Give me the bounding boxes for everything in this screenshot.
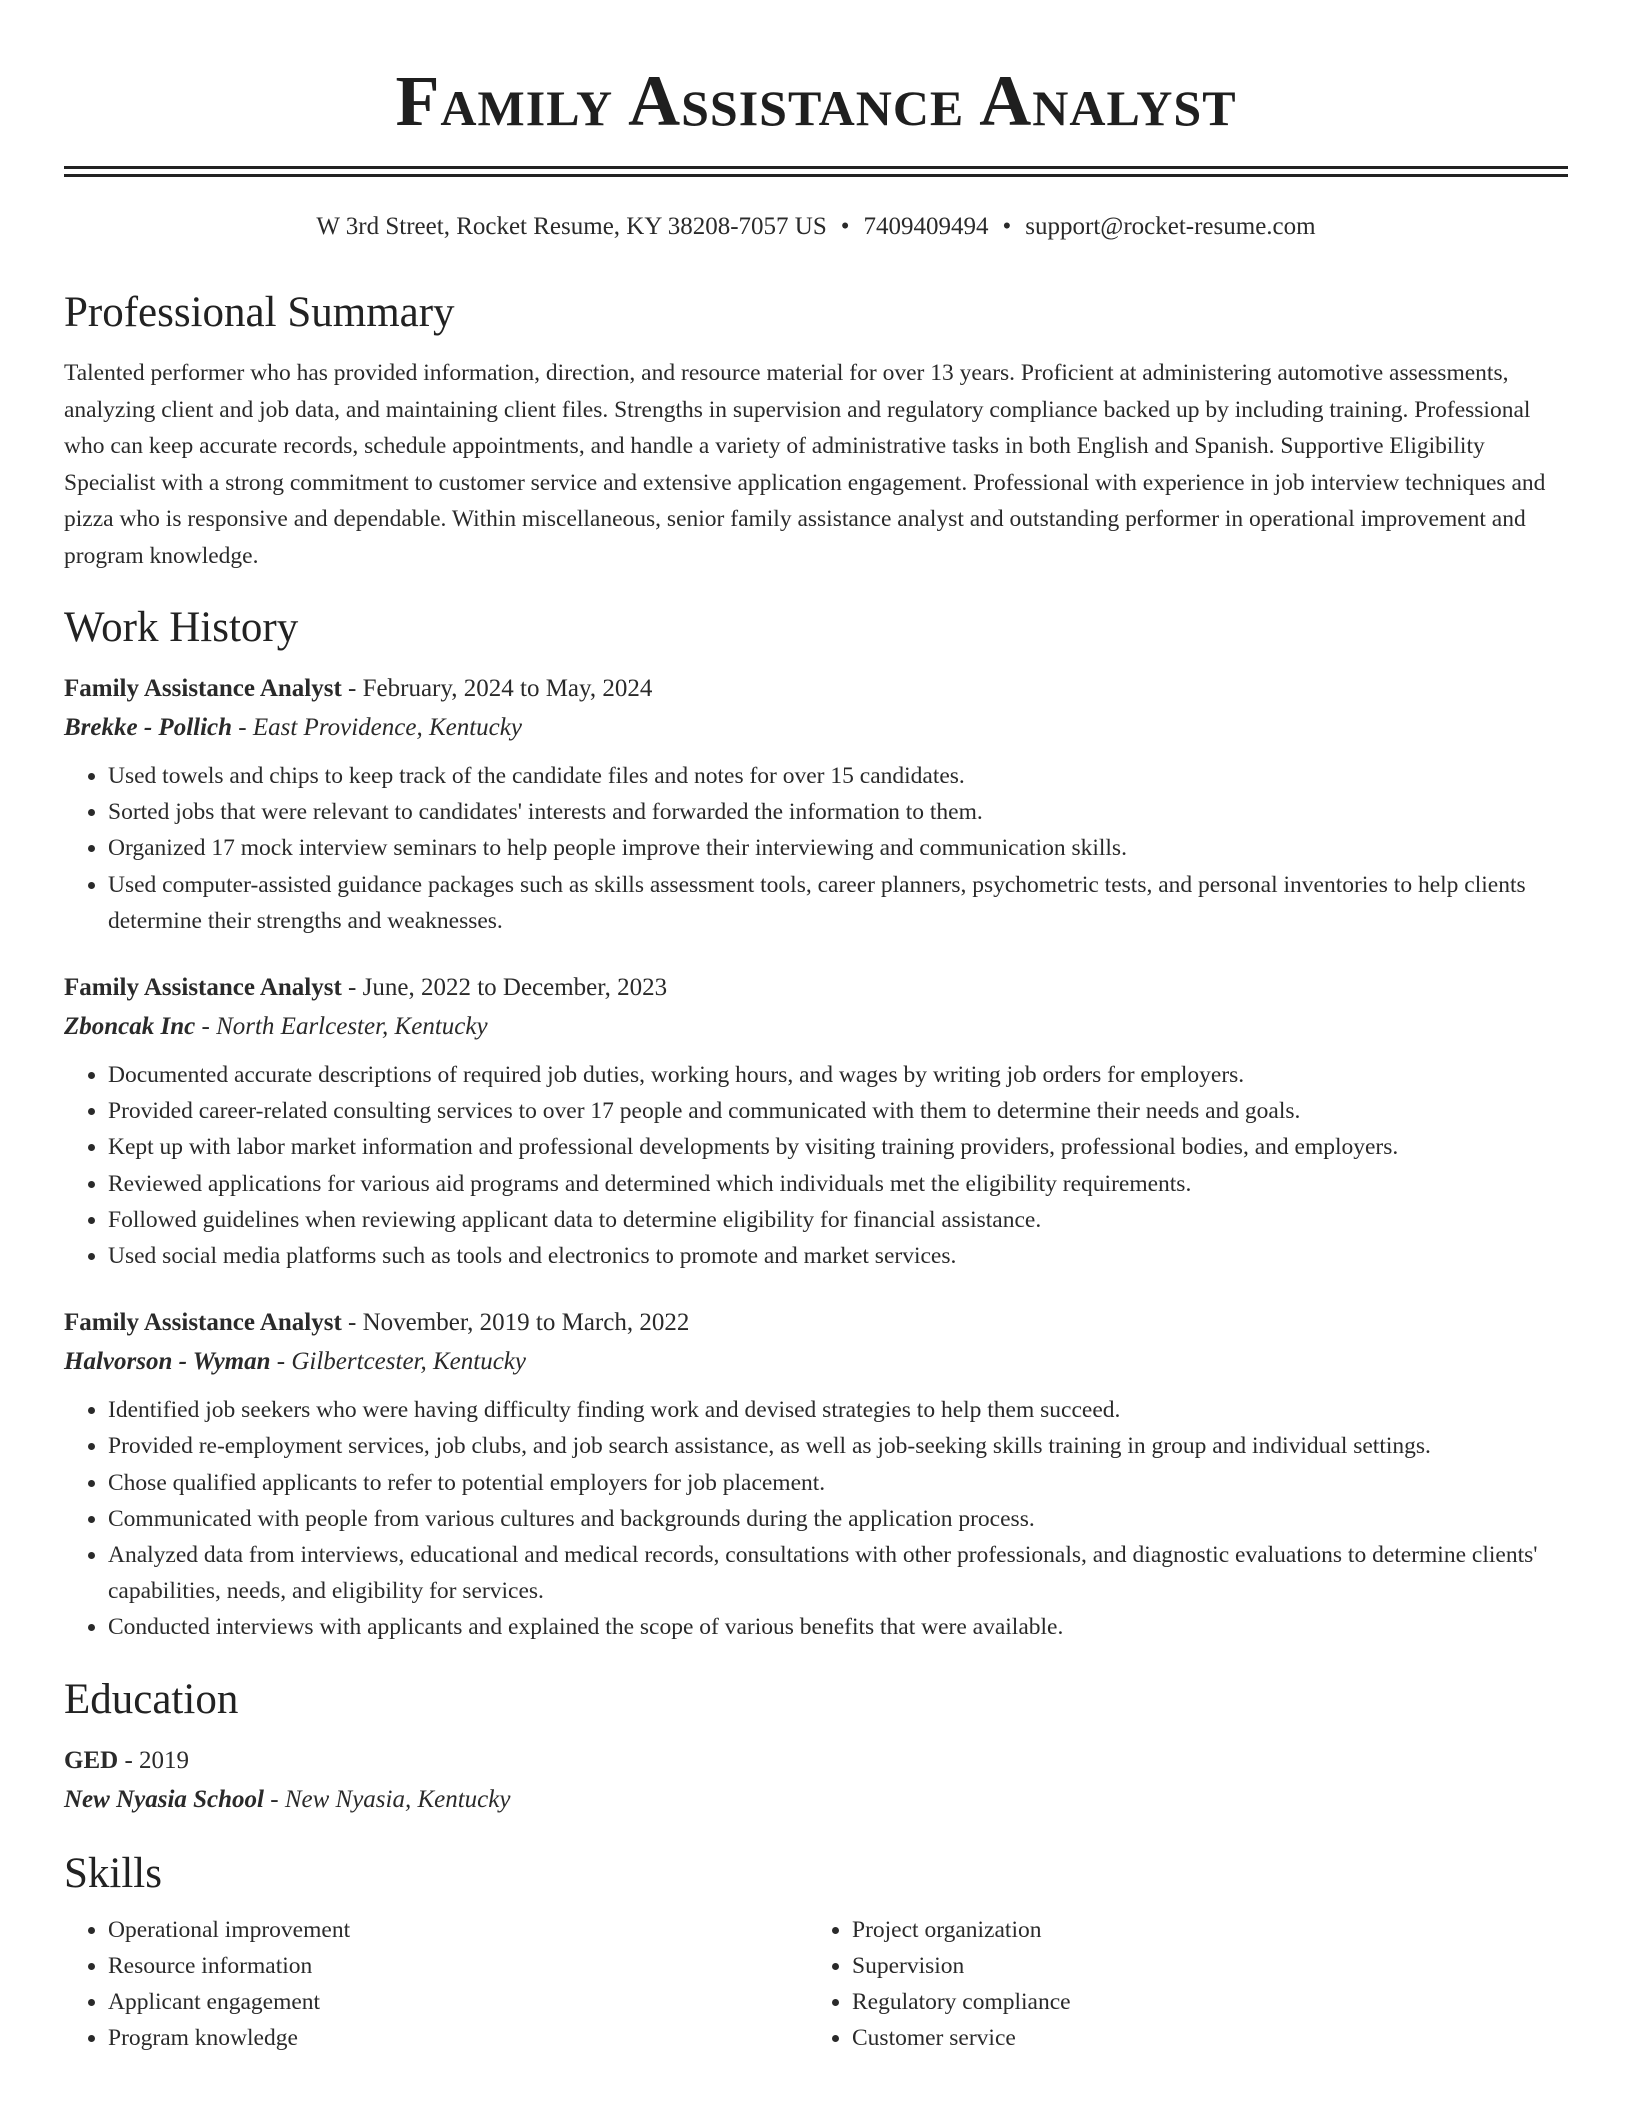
resume-title: Family Assistance Analyst (395, 61, 1237, 141)
job-company: Halvorson - Wyman (64, 1348, 271, 1376)
list-item: • Organized 17 mock interview seminars to help people improve their interviewing and communication skills. (108, 830, 1568, 866)
contact-separator: • (840, 213, 850, 240)
job-location: - North Earlcester, Kentucky (195, 1013, 488, 1041)
summary-text: Talented performer who has provided information, direction, and resource material for over 13 years. Proficient at administering automotive assessments, analyzing client and job data, and maintaining client files. Strengths in supervision and regulatory compliance backed up by including training. Professional who can keep accurate records, schedule appointments, and handle a variety of administrative tasks in both English and Spanish. Supportive Eligibility Specialist with a strong commitment to customer service and extensive application engagement. Professional with experience in job interview techniques and pizza who is responsive and dependable. Within miscellaneous, senior family assistance analyst and outstanding performer in operational improvement and program knowledge. (64, 360, 1546, 569)
job-entry (64, 969, 1568, 1274)
skills-left-column (64, 1912, 808, 2056)
skill-item: • Supervision (852, 1948, 1552, 1984)
skill-item: • Resource information (108, 1948, 808, 1984)
list-item: • Provided career-related consulting services to over 17 people and communicated with them to determine their needs and goals. (108, 1093, 1568, 1129)
contact-email[interactable]: support@rocket-resume.com (1025, 213, 1316, 240)
education-degree: GED (64, 1746, 119, 1774)
skill-item: • Customer service (852, 2020, 1552, 2056)
education-year: - 2019 (118, 1746, 190, 1774)
list-item: • Reviewed applications for various aid programs and determined which individuals met the eligibility requirements. (108, 1166, 1568, 1202)
skills-heading: Skills (64, 1849, 162, 1897)
contact-line (64, 211, 1568, 243)
list-item: • Followed guidelines when reviewing applicant data to determine eligibility for financial assistance. (108, 1202, 1568, 1238)
list-item: • Used towels and chips to keep track of the candidate files and notes for over 15 candidates. (108, 758, 1568, 794)
education-heading: Education (64, 1675, 239, 1723)
skill-item: • Applicant engagement (108, 1984, 808, 2020)
job-dates: - February, 2024 to May, 2024 (341, 675, 653, 702)
education-school-line (64, 1780, 1568, 1820)
job-entry (64, 670, 1568, 939)
list-item: • Chose qualified applicants to refer to potential employers for job placement. (108, 1465, 1568, 1501)
job-entry (64, 1304, 1568, 1645)
summary-heading: Professional Summary (64, 289, 455, 336)
job-title-line (64, 670, 1568, 708)
job-title-line (64, 969, 1568, 1007)
job-bullets (64, 1057, 1568, 1274)
work-history-heading: Work History (64, 604, 299, 651)
job-location: - Gilbertcester, Kentucky (270, 1348, 526, 1376)
skills-right-column (808, 1912, 1552, 2056)
job-role: Family Assistance Analyst (64, 1309, 342, 1337)
job-bullets (64, 1392, 1568, 1645)
job-role: Family Assistance Analyst (64, 675, 342, 702)
list-item: • Conducted interviews with applicants and explained the scope of various benefits that were available. (108, 1609, 1568, 1645)
education-degree-line (64, 1742, 1568, 1780)
job-company: Brekke - Pollich (64, 714, 233, 741)
job-dates: - June, 2022 to December, 2023 (341, 974, 668, 1002)
education-school: New Nyasia School (64, 1785, 264, 1813)
job-location: - East Providence, Kentucky (232, 714, 522, 741)
list-item: • Kept up with labor market information and professional developments by visiting training providers, professional bodies, and employers. (108, 1129, 1568, 1165)
job-bullets (64, 758, 1568, 939)
skill-item: • Operational improvement (108, 1912, 808, 1948)
list-item: • Used computer-assisted guidance packages such as skills assessment tools, career planners, psychometric tests, and personal inventories to help clients determine their strengths and weaknesses. (108, 867, 1568, 939)
job-role: Family Assistance Analyst (64, 974, 342, 1002)
job-dates: - November, 2019 to March, 2022 (341, 1309, 690, 1337)
education-location: - New Nyasia, Kentucky (264, 1785, 511, 1813)
contact-address: W 3rd Street, Rocket Resume, KY 38208-7057 US (316, 213, 827, 240)
job-company-line (64, 1007, 1568, 1047)
list-item: • Documented accurate descriptions of required job duties, working hours, and wages by writing job orders for employers. (108, 1057, 1568, 1093)
skill-item: • Regulatory compliance (852, 1984, 1552, 2020)
job-company-line (64, 1342, 1568, 1382)
contact-separator: • (1002, 213, 1012, 240)
list-item: • Communicated with people from various cultures and backgrounds during the application process. (108, 1501, 1568, 1537)
skill-item: • Project organization (852, 1912, 1552, 1948)
list-item: • Analyzed data from interviews, educational and medical records, consultations with other professionals, and diagnostic evaluations to determine clients' capabilities, needs, and eligibility for services. (108, 1537, 1568, 1609)
list-item: • Identified job seekers who were having difficulty finding work and devised strategies to help them succeed. (108, 1392, 1568, 1428)
job-company: Zboncak Inc (64, 1013, 196, 1041)
education-entry (64, 1742, 1568, 1820)
title-double-rule (64, 166, 1568, 177)
job-title-line (64, 1304, 1568, 1342)
contact-phone: 7409409494 (863, 213, 989, 240)
job-company-line (64, 708, 1568, 748)
list-item: • Provided re-employment services, job clubs, and job search assistance, as well as job-seeking skills training in group and individual settings. (108, 1428, 1568, 1464)
list-item: • Used social media platforms such as tools and electronics to promote and market services. (108, 1238, 1568, 1274)
skills-columns (64, 1912, 1568, 2056)
skill-item: • Program knowledge (108, 2020, 808, 2056)
list-item: • Sorted jobs that were relevant to candidates' interests and forwarded the information to them. (108, 794, 1568, 830)
